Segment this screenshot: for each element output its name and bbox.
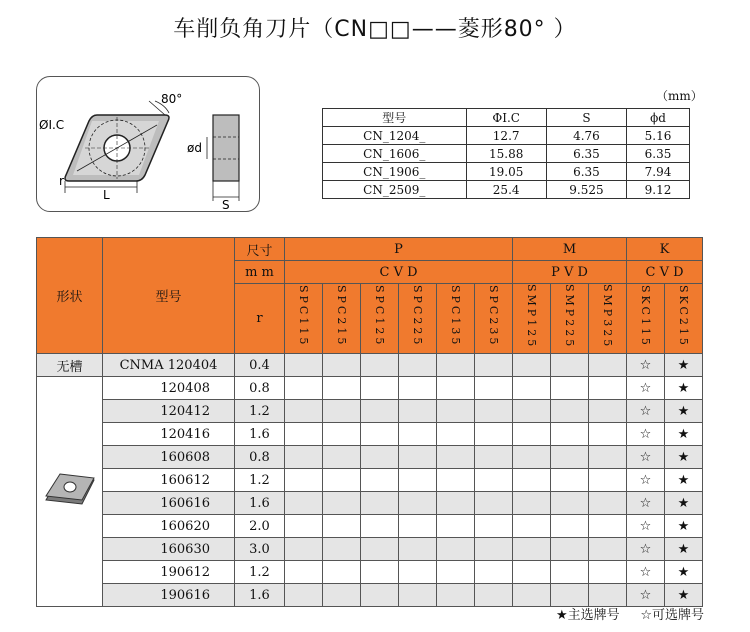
grade-cell <box>361 446 399 469</box>
ic-label: ØI.C <box>39 118 65 132</box>
table-row <box>37 515 703 538</box>
grade-cell <box>323 492 361 515</box>
group-k: K <box>627 238 703 261</box>
grade-cell <box>475 538 513 561</box>
spec-cell: 6.35 <box>546 145 626 163</box>
d-label: ød <box>187 141 202 155</box>
grade-cell <box>589 400 627 423</box>
optional-star-cell: ☆ <box>627 377 665 400</box>
grade-cell <box>551 561 589 584</box>
spec-row <box>323 181 690 199</box>
radius-cell: 2.0 <box>235 515 285 538</box>
model-cell: 190612 <box>103 561 235 584</box>
grade-cell <box>513 423 551 446</box>
grade-cell <box>551 423 589 446</box>
grade-label: SKC115 <box>639 285 652 349</box>
grade-cell <box>437 423 475 446</box>
grade-cell <box>475 377 513 400</box>
grade-label: SPC125 <box>373 285 386 348</box>
main-star-cell: ★ <box>665 446 703 469</box>
grade-cell <box>513 469 551 492</box>
model-cell: 160612 <box>103 469 235 492</box>
main-star-cell: ★ <box>665 377 703 400</box>
process-p: C V D <box>285 261 513 284</box>
table-row <box>37 492 703 515</box>
grade-cell <box>361 469 399 492</box>
table-row <box>37 423 703 446</box>
grade-cell <box>323 354 361 377</box>
grade-cell <box>475 400 513 423</box>
spec-cell: 19.05 <box>466 163 546 181</box>
grade-cell <box>323 446 361 469</box>
grade-cell <box>513 377 551 400</box>
grade-cell <box>551 538 589 561</box>
grade-cell <box>285 400 323 423</box>
optional-star-cell: ☆ <box>627 561 665 584</box>
radius-cell: 0.8 <box>235 377 285 400</box>
grade-cell <box>361 400 399 423</box>
table-row <box>37 469 703 492</box>
grade-cell <box>589 538 627 561</box>
grade-cell <box>513 515 551 538</box>
grade-cell <box>437 400 475 423</box>
grade-cell <box>589 423 627 446</box>
optional-star-cell: ☆ <box>627 400 665 423</box>
optional-star-cell: ☆ <box>627 446 665 469</box>
grade-cell <box>399 377 437 400</box>
grade-cell <box>361 561 399 584</box>
optional-star-cell: ☆ <box>627 538 665 561</box>
l-label: L <box>103 188 110 202</box>
grade-cell <box>551 354 589 377</box>
grade-label: SMP125 <box>525 284 538 350</box>
grade-cell <box>589 469 627 492</box>
grade-cell <box>323 400 361 423</box>
legend-optional: ☆可选牌号 <box>640 608 704 623</box>
grade-cell <box>285 469 323 492</box>
optional-star-cell: ☆ <box>627 492 665 515</box>
spec-header-row <box>323 109 690 127</box>
grade-cell <box>589 561 627 584</box>
size-unit: m m <box>235 261 285 284</box>
grade-cell <box>285 492 323 515</box>
optional-star-cell: ☆ <box>627 584 665 607</box>
grade-cell <box>513 354 551 377</box>
spec-cell: 9.525 <box>546 181 626 199</box>
grade-label: SPC135 <box>449 285 462 348</box>
table-row <box>37 561 703 584</box>
grade-cell <box>513 492 551 515</box>
grade-label: SPC215 <box>335 285 348 348</box>
optional-star-cell: ☆ <box>627 423 665 446</box>
group-row <box>37 238 703 261</box>
main-star-cell: ★ <box>665 400 703 423</box>
grade-cell <box>285 354 323 377</box>
grade-cell <box>399 400 437 423</box>
radius-cell: 1.6 <box>235 492 285 515</box>
spec-row <box>323 127 690 145</box>
grade-cell <box>551 446 589 469</box>
spec-header: S <box>546 109 626 127</box>
main-star-cell: ★ <box>665 354 703 377</box>
grade-cell <box>513 561 551 584</box>
grade-cell <box>323 423 361 446</box>
spec-cell: 6.35 <box>546 163 626 181</box>
grade-cell <box>323 515 361 538</box>
grade-cell <box>475 515 513 538</box>
radius-cell: 1.6 <box>235 584 285 607</box>
spec-row <box>323 145 690 163</box>
grade-label: SPC225 <box>411 285 424 348</box>
radius-cell: 1.2 <box>235 400 285 423</box>
insert-diagram <box>36 76 260 212</box>
grade-cell <box>551 515 589 538</box>
page-title: 车削负角刀片（CN□□——菱形80° ） <box>173 17 577 42</box>
table-row <box>37 400 703 423</box>
spec-cell: 25.4 <box>466 181 546 199</box>
grade-cell <box>551 400 589 423</box>
grade-cell <box>475 354 513 377</box>
grade-label: SPC115 <box>297 285 310 348</box>
grade-cell <box>323 538 361 561</box>
legend <box>556 604 704 623</box>
process-m: P V D <box>513 261 627 284</box>
legend-main: ★主选牌号 <box>556 608 620 623</box>
s-label: S <box>222 198 230 211</box>
grade-cell <box>323 584 361 607</box>
optional-star-cell: ☆ <box>627 469 665 492</box>
grade-cell <box>361 492 399 515</box>
grade-cell <box>475 446 513 469</box>
r-label: r <box>59 174 64 188</box>
table-row <box>37 377 703 400</box>
radius-cell: 1.2 <box>235 469 285 492</box>
grade-table-body <box>37 354 703 607</box>
radius-cell: 0.8 <box>235 446 285 469</box>
grade-cell <box>399 515 437 538</box>
shape-image-cell <box>37 377 103 607</box>
grade-cell <box>551 469 589 492</box>
model-cell: 120416 <box>103 423 235 446</box>
model-cell: 160630 <box>103 538 235 561</box>
main-star-cell: ★ <box>665 469 703 492</box>
grade-table <box>36 237 703 607</box>
main-star-cell: ★ <box>665 561 703 584</box>
grade-cell <box>399 469 437 492</box>
grade-cell <box>437 515 475 538</box>
main-star-cell: ★ <box>665 538 703 561</box>
radius-cell: 1.6 <box>235 423 285 446</box>
grade-label: SKC215 <box>677 285 690 349</box>
model-cell: 160608 <box>103 446 235 469</box>
grade-cell <box>513 538 551 561</box>
process-k: C V D <box>627 261 703 284</box>
grade-cell <box>437 492 475 515</box>
grade-cell <box>589 446 627 469</box>
grade-cell <box>285 561 323 584</box>
spec-cell: 5.16 <box>627 127 690 145</box>
grade-cell <box>437 584 475 607</box>
spec-cell: 4.76 <box>546 127 626 145</box>
grade-cell <box>399 423 437 446</box>
radius-cell: 3.0 <box>235 538 285 561</box>
grade-cell <box>323 561 361 584</box>
grade-cell <box>399 584 437 607</box>
model-cell: CNMA 120404 <box>103 354 235 377</box>
grade-cell <box>437 354 475 377</box>
spec-cell: CN_1204_ <box>323 127 467 145</box>
grade-cell <box>589 354 627 377</box>
grade-cell <box>551 492 589 515</box>
size-r: r <box>235 284 285 354</box>
spec-header: 型号 <box>323 109 467 127</box>
optional-star-cell: ☆ <box>627 354 665 377</box>
grade-cell <box>285 423 323 446</box>
grade-cell <box>513 400 551 423</box>
grade-cell <box>323 469 361 492</box>
radius-cell: 1.2 <box>235 561 285 584</box>
model-cell: 160620 <box>103 515 235 538</box>
spec-cell: CN_1906_ <box>323 163 467 181</box>
model-header: 型号 <box>103 238 235 354</box>
main-star-cell: ★ <box>665 584 703 607</box>
model-cell: 190616 <box>103 584 235 607</box>
radius-cell: 0.4 <box>235 354 285 377</box>
grade-cell <box>513 584 551 607</box>
table-row <box>37 354 703 377</box>
table-row <box>37 538 703 561</box>
spec-cell: CN_2509_ <box>323 181 467 199</box>
grade-cell <box>437 469 475 492</box>
unit-label: （mm） <box>656 89 703 103</box>
grade-cell <box>475 469 513 492</box>
spec-cell: 7.94 <box>627 163 690 181</box>
shape-cell: 无槽 <box>37 354 103 377</box>
spec-cell: 6.35 <box>627 145 690 163</box>
optional-star-cell: ☆ <box>627 515 665 538</box>
grade-label: SMP325 <box>601 284 614 350</box>
grade-cell <box>361 354 399 377</box>
angle-label: 80° <box>161 92 183 106</box>
grade-cell <box>285 538 323 561</box>
spec-cell: 12.7 <box>466 127 546 145</box>
model-cell: 160616 <box>103 492 235 515</box>
spec-cell: 9.12 <box>627 181 690 199</box>
grade-cell <box>285 515 323 538</box>
grade-cell <box>361 377 399 400</box>
grade-cell <box>551 377 589 400</box>
model-cell: 120412 <box>103 400 235 423</box>
grade-cell <box>361 538 399 561</box>
spec-table <box>322 108 690 199</box>
main-star-cell: ★ <box>665 515 703 538</box>
grade-cell <box>323 377 361 400</box>
grade-cell <box>437 446 475 469</box>
grade-label: SMP225 <box>563 284 576 350</box>
group-m: M <box>513 238 627 261</box>
grade-cell <box>475 561 513 584</box>
insert-drawing <box>37 77 259 211</box>
grade-cell <box>475 492 513 515</box>
grade-cell <box>399 354 437 377</box>
grade-cell <box>475 423 513 446</box>
grade-cell <box>399 492 437 515</box>
spec-cell: CN_1606_ <box>323 145 467 163</box>
spec-row <box>323 163 690 181</box>
grade-cell <box>399 561 437 584</box>
grade-cell <box>285 584 323 607</box>
grade-cell <box>285 446 323 469</box>
spec-header: ΦI.C <box>466 109 546 127</box>
grade-cell <box>589 492 627 515</box>
spec-cell: 15.88 <box>466 145 546 163</box>
grade-cell <box>361 584 399 607</box>
size-header: 尺寸 <box>235 238 285 261</box>
grade-cell <box>361 515 399 538</box>
spec-header: ϕd <box>627 109 690 127</box>
grade-cell <box>437 377 475 400</box>
group-p: P <box>285 238 513 261</box>
grade-cell <box>361 423 399 446</box>
grade-cell <box>399 538 437 561</box>
model-cell: 120408 <box>103 377 235 400</box>
grade-cell <box>285 377 323 400</box>
grade-cell <box>475 584 513 607</box>
grade-cell <box>437 561 475 584</box>
insert-icon <box>42 470 98 510</box>
main-star-cell: ★ <box>665 423 703 446</box>
table-row <box>37 446 703 469</box>
grade-cell <box>589 515 627 538</box>
shape-header: 形状 <box>37 238 103 354</box>
grade-cell <box>399 446 437 469</box>
grade-cell <box>589 377 627 400</box>
grade-label: SPC235 <box>487 285 500 348</box>
grade-cell <box>513 446 551 469</box>
main-star-cell: ★ <box>665 492 703 515</box>
grade-cell <box>437 538 475 561</box>
